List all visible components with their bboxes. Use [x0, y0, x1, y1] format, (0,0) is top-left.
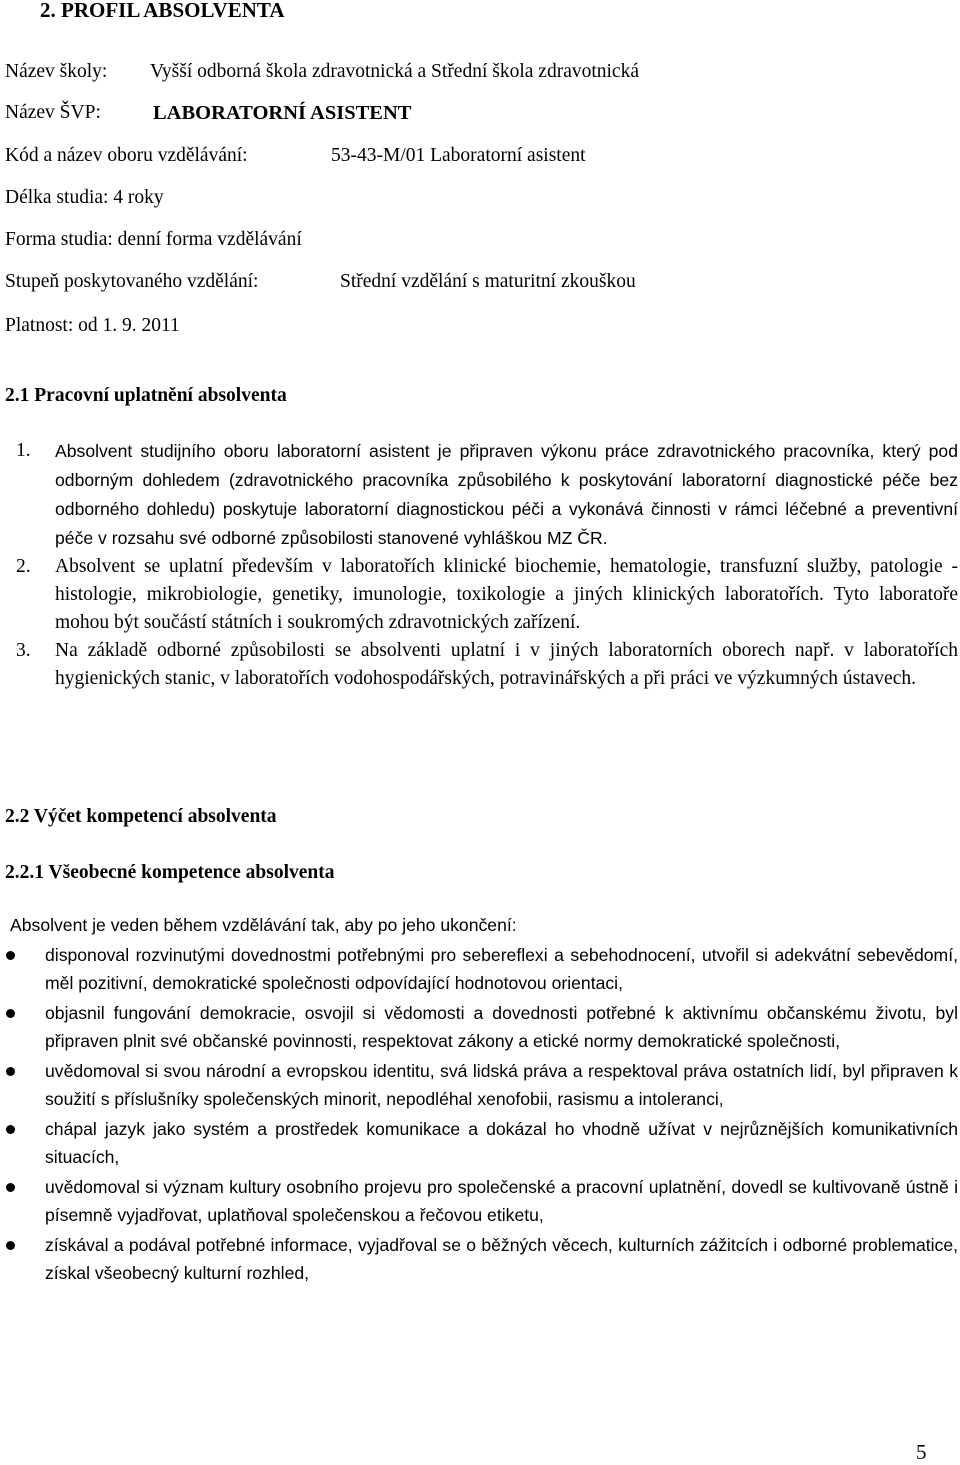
bullet-icon: [6, 1067, 15, 1076]
list-item-text: Absolvent se uplatní především v laboratořích klinické biochemie, hematologie, transfuzní služby, patologie - histologie, mikrobiologie, genetiky, imunologie, toxikologie a jiných klinických laboratořích. Tyto laboratoře mohou být součástí státních i soukromých zdravotnických zařízení.: [55, 556, 958, 633]
list-item: [0, 1057, 958, 1113]
competence-intro: Absolvent je veden během vzdělávání tak, aby po jeho ukončení:: [10, 915, 517, 935]
list-item-text: disponoval rozvinutými dovednostmi potřebnými pro sebereflexi a sebehodnocení, utvořil si adekvátní sebevědomí, měl pozitivní, demokratické společnosti odpovídající hodnotovou orientaci,: [45, 945, 958, 993]
section-2-2-1-title: 2.2.1 Všeobecné kompetence absolventa: [5, 862, 335, 883]
code-value: 53-43-M/01 Laboratorní asistent: [331, 145, 586, 166]
list-item: [16, 553, 958, 637]
list-item: [16, 437, 958, 553]
level-value: Střední vzdělání s maturitní zkouškou: [340, 271, 636, 292]
bullet-icon: [6, 951, 15, 960]
code-label: Kód a název oboru vzdělávání:: [5, 145, 248, 166]
level-label: Stupeň poskytovaného vzdělání:: [5, 271, 259, 292]
school-label: Název školy:: [5, 61, 108, 82]
list-item: [0, 941, 958, 997]
competence-list: [0, 941, 958, 1289]
list-item: [0, 1115, 958, 1171]
section-2-1-title: 2.1 Pracovní uplatnění absolventa: [5, 385, 287, 406]
list-item-text: Na základě odborné způsobilosti se absolventi uplatní i v jiných laboratorních oborech např. v laboratořích hygienických stanic, v laboratořích vodohospodářských, potravinářských a při práci ve výzkumných ústavech.: [55, 640, 958, 689]
study-form: Forma studia: denní forma vzdělávání: [5, 229, 302, 250]
list-item: [0, 1231, 958, 1287]
employment-list: [16, 437, 958, 693]
list-item-text: uvědomoval si svou národní a evropskou identitu, svá lidská práva a respektoval práva ostatních lidí, byl připraven k soužití s příslušníky společenských minorit, nepodléhal xenofobii, rasismu a intoleranci,: [45, 1061, 958, 1109]
validity: Platnost: od 1. 9. 2011: [5, 315, 180, 336]
bullet-icon: [6, 1009, 15, 1018]
list-item-text: objasnil fungování demokracie, osvojil si vědomosti a dovednosti potřebné k aktivnímu občanskému životu, byl připraven plnit své občanské povinnosti, respektovat zákony a etické normy demokratické společnosti,: [45, 1003, 958, 1051]
list-item: [0, 999, 958, 1055]
section-2-2-title: 2.2 Výčet kompetencí absolventa: [5, 806, 277, 827]
list-item-text: získával a podával potřebné informace, vyjadřoval se o běžných věcech, kulturních zážitcích i odborné problematice, získal všeobecný kulturní rozhled,: [45, 1235, 958, 1283]
bullet-icon: [6, 1241, 15, 1250]
list-item-text: chápal jazyk jako systém a prostředek komunikace a dokázal ho vhodně užívat v nejrůznějších komunikativních situacích,: [45, 1119, 958, 1167]
list-item-number: 3.: [16, 640, 31, 661]
school-value: Vyšší odborná škola zdravotnická a Střední škola zdravotnická: [150, 61, 639, 82]
page-number: 5: [916, 1440, 927, 1464]
list-item: [16, 637, 958, 693]
bullet-icon: [6, 1183, 15, 1192]
chapter-heading: 2. PROFIL ABSOLVENTA: [40, 0, 285, 22]
list-item-number: 1.: [16, 440, 31, 461]
svp-value: LABORATORNÍ ASISTENT: [153, 102, 412, 124]
list-item-text: uvědomoval si význam kultury osobního projevu pro společenské a pracovní uplatnění, dovedl se kultivovaně ústně i písemně vyjadřovat, uplatňoval společenskou a řečovou etiketu,: [45, 1177, 958, 1225]
list-item-text: Absolvent studijního oboru laboratorní asistent je připraven výkonu práce zdravotnického pracovníka, který pod odborným dohledem (zdravotnického pracovníka způsobilého k poskytování laboratorní diagnostické péče bez odborného dohledu) poskytuje laboratorní diagnostickou péči a vykonává činnosti v rámci léčebné a preventivní péče v rozsahu své odborné způsobilosti stanovené vyhláškou MZ ČR.: [55, 441, 958, 548]
svp-label: Název ŠVP:: [5, 102, 101, 123]
bullet-icon: [6, 1125, 15, 1134]
list-item: [0, 1173, 958, 1229]
list-item-number: 2.: [16, 556, 31, 577]
duration: Délka studia: 4 roky: [5, 187, 164, 208]
